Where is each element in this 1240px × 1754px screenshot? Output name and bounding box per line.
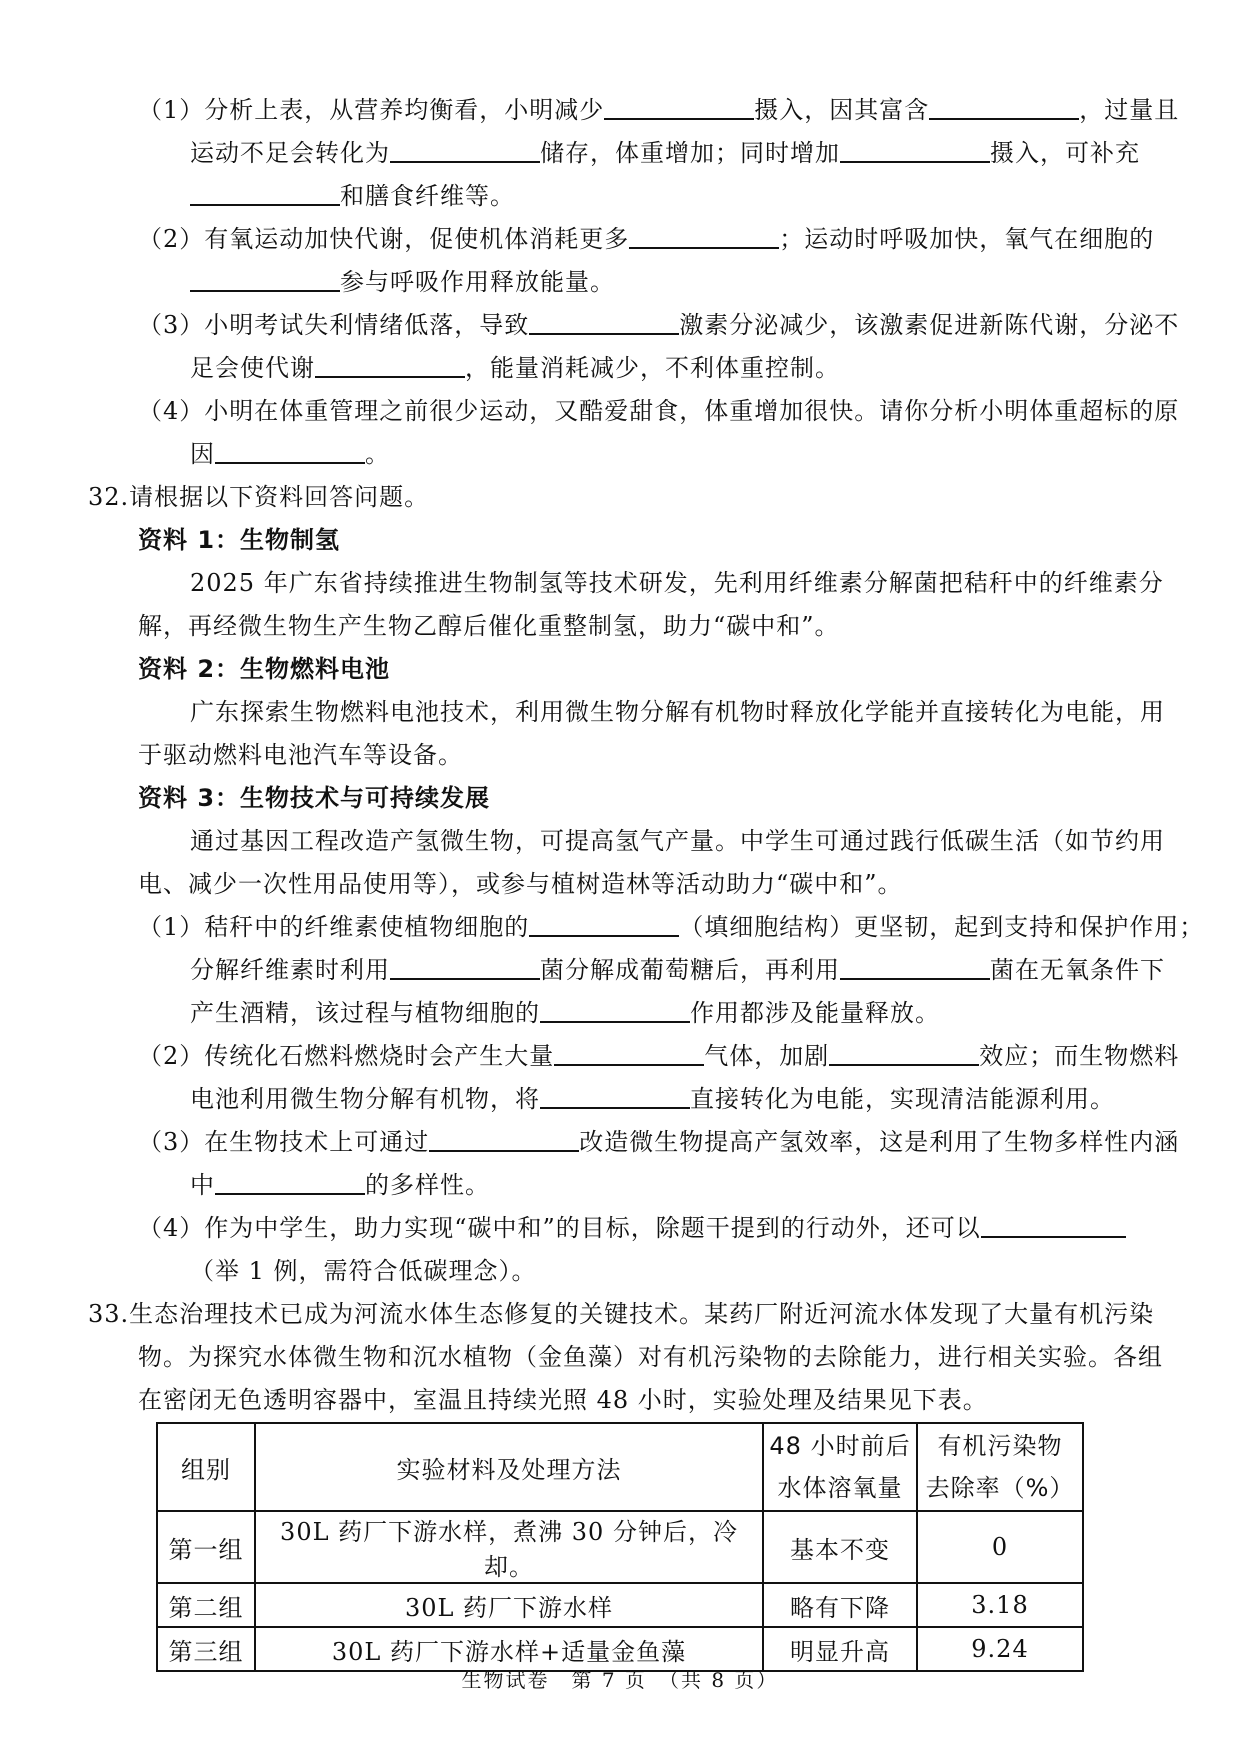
header-method: 实验材料及处理方法 <box>255 1423 763 1511</box>
q33-stem-line3: 在密闭无色透明容器中，室温且持续光照 48 小时，实验处理及结果见下表。 <box>138 1386 988 1414</box>
q31-part4-line1: （4）小明在体重管理之前很少运动，又酷爱甜食，体重增加很快。请你分析小明体重超标的原 <box>138 397 1180 425</box>
answer-blank[interactable] <box>554 1042 704 1066</box>
cell-removal: 0 <box>917 1511 1083 1583</box>
answer-blank[interactable] <box>629 225 779 249</box>
cell-group: 第二组 <box>157 1583 255 1627</box>
material-1-line1: 2025 年广东省持续推进生物制氢等技术研发，先利用纤维素分解菌把秸秆中的纤维素分 <box>190 569 1164 597</box>
q31-part3-line1: （3）小明考试失利情绪低落，导致 激素分泌减少，该激素促进新陈代谢，分泌不 <box>138 311 1180 339</box>
material-2-title: 资料 2：生物燃料电池 <box>138 655 391 683</box>
answer-blank[interactable] <box>604 96 754 120</box>
q31-part1-line3: 和膳食纤维等。 <box>190 179 515 213</box>
answer-blank[interactable] <box>315 354 465 378</box>
cell-removal: 9.24 <box>917 1627 1083 1671</box>
header-removal-rate: 有机污染物 去除率（%） <box>917 1423 1083 1511</box>
header-group: 组别 <box>157 1423 255 1511</box>
material-3-title: 资料 3：生物技术与可持续发展 <box>138 784 491 812</box>
q32-stem: 32.请根据以下资料回答问题。 <box>88 480 429 514</box>
material-1-title: 资料 1：生物制氢 <box>138 526 341 554</box>
answer-blank[interactable] <box>981 1214 1126 1238</box>
answer-blank[interactable] <box>190 182 340 206</box>
answer-blank[interactable] <box>540 1085 690 1109</box>
table-row <box>157 1511 1083 1583</box>
table-header-row <box>157 1423 1083 1511</box>
material-2-line1: 广东探索生物燃料电池技术，利用微生物分解有机物时释放化学能并直接转化为电能，用 <box>190 698 1165 726</box>
material-2-line2: 于驱动燃料电池汽车等设备。 <box>138 741 463 769</box>
question-number: 33. <box>88 1300 130 1328</box>
cell-oxygen: 基本不变 <box>763 1511 917 1583</box>
answer-blank[interactable] <box>390 139 540 163</box>
answer-blank[interactable] <box>840 139 990 163</box>
cell-oxygen: 明显升高 <box>763 1627 917 1671</box>
answer-blank[interactable] <box>529 311 679 335</box>
q32-part2-line2: 电池利用微生物分解有机物，将 直接转化为电能，实现清洁能源利用。 <box>190 1085 1115 1113</box>
cell-group: 第三组 <box>157 1627 255 1671</box>
material-3-line2: 电、减少一次性用品使用等），或参与植树造林等活动助力“碳中和”。 <box>138 870 903 898</box>
q32-part3-line2: 中 的多样性。 <box>190 1171 490 1199</box>
q31-part1-line2: 运动不足会转化为 储存，体重增加；同时增加 摄入，可补充 <box>190 139 1140 167</box>
cell-oxygen: 略有下降 <box>763 1583 917 1627</box>
q31-part2-line2: 参与呼吸作用释放能量。 <box>190 265 615 299</box>
cell-group: 第一组 <box>157 1511 255 1583</box>
material-3-line1: 通过基因工程改造产氢微生物，可提高氢气产量。中学生可通过践行低碳生活（如节约用 <box>190 827 1165 855</box>
cell-method: 30L 药厂下游水样 <box>255 1583 763 1627</box>
q31-part4-line2: 因 。 <box>190 440 390 468</box>
answer-blank[interactable] <box>529 913 679 937</box>
cell-method: 30L 药厂下游水样+适量金鱼藻 <box>255 1627 763 1671</box>
answer-blank[interactable] <box>390 956 540 980</box>
q31-part2-line1: （2）有氧运动加快代谢，促使机体消耗更多 ；运动时呼吸加快，氧气在细胞的 <box>138 225 1155 253</box>
answer-blank[interactable] <box>829 1042 979 1066</box>
q32-part1-line1: （1）秸秆中的纤维素使植物细胞的 （填细胞结构）更坚韧，起到支持和保护作用； <box>138 913 1205 941</box>
q33-stem-line2: 物。为探究水体微生物和沉水植物（金鱼藻）对有机污染物的去除能力，进行相关实验。各组 <box>138 1343 1163 1371</box>
answer-blank[interactable] <box>929 96 1079 120</box>
q32-part4-line2: （举 1 例，需符合低碳理念）。 <box>190 1257 537 1285</box>
cell-method: 30L 药厂下游水样，煮沸 30 分钟后，冷却。 <box>255 1511 763 1583</box>
q31-part1-line1: （1）分析上表，从营养均衡看，小明减少 摄入，因其富含 ，过量且 <box>138 96 1180 124</box>
experiment-table <box>156 1422 1084 1672</box>
answer-blank[interactable] <box>429 1128 579 1152</box>
answer-blank[interactable] <box>540 999 690 1023</box>
q32-part2-line1: （2）传统化石燃料燃烧时会产生大量 气体，加剧 效应；而生物燃料 <box>138 1042 1180 1070</box>
question-number: 32. <box>88 483 130 511</box>
header-oxygen: 48 小时前后 水体溶氧量 <box>763 1423 917 1511</box>
table-row <box>157 1583 1083 1627</box>
page-footer: 生物试卷 第 7 页 （共 8 页） <box>461 1668 779 1692</box>
material-1-line2: 解，再经微生物生产生物乙醇后催化重整制氢，助力“碳中和”。 <box>138 612 840 640</box>
q32-part1-line2: 分解纤维素时利用 菌分解成葡萄糖后，再利用 菌在无氧条件下 <box>190 956 1165 984</box>
answer-blank[interactable] <box>215 1171 365 1195</box>
cell-removal: 3.18 <box>917 1583 1083 1627</box>
q31-part3-line2: 足会使代谢 ，能量消耗减少，不利体重控制。 <box>190 354 840 382</box>
q33-stem-line1: 33.生态治理技术已成为河流水体生态修复的关键技术。某药厂附近河流水体发现了大量有机污染 <box>88 1297 1154 1331</box>
q32-part3-line1: （3）在生物技术上可通过 改造微生物提高产氢效率，这是利用了生物多样性内涵 <box>138 1128 1180 1156</box>
answer-blank[interactable] <box>840 956 990 980</box>
answer-blank[interactable] <box>190 268 340 292</box>
answer-blank[interactable] <box>215 440 365 464</box>
q32-part1-line3: 产生酒精，该过程与植物细胞的 作用都涉及能量释放。 <box>190 999 940 1027</box>
q32-part4-line1: （4）作为中学生，助力实现“碳中和”的目标，除题干提到的行动外，还可以 <box>138 1211 1126 1245</box>
